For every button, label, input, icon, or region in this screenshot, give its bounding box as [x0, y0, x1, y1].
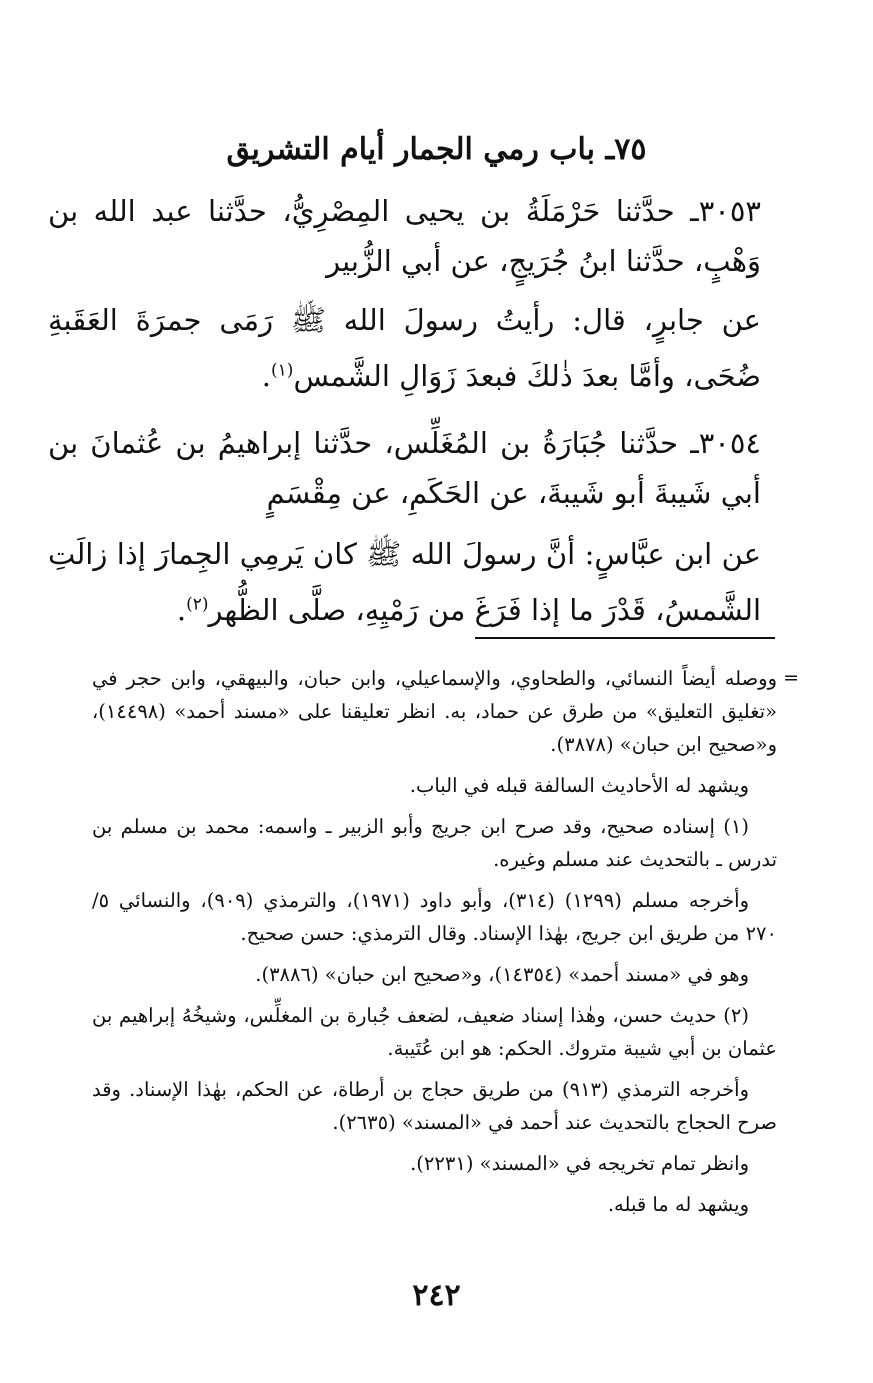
isnad-text: ٣٠٥٣ـ حدَّثنا حَرْمَلَةُ بن يحيى المِصْرِيُّ، حدَّثنا عبد الله بن وَهْبٍ، حدَّثنا ابنُ جُرَيجٍ، عن أبي الزُّبير [48, 194, 761, 278]
matn-paragraph [48, 292, 761, 404]
matn-text: عن جابرٍ، قال: رأيتُ رسولَ الله ﷺ رَمَى جمرَةَ العَقَبةِ ضُحَى، وأمَّا بعدَ ذٰلكَ فبعدَ زَوَالِ الشَّمس [48, 303, 761, 393]
hadith-3053-isnad [48, 186, 761, 286]
footnote-paragraph: وانظر تمام تخريجه في «المسند» (٢٢٣١). [410, 1152, 749, 1175]
footnote-paragraph: وهو في «مسند أحمد» (١٤٣٥٤)، و«صحيح ابن حبان» (٣٨٨٦). [255, 963, 749, 986]
hadith-3054-isnad [48, 418, 761, 518]
footnote-1: (١) إسناده صحيح، وقد صرح ابن جريج وأبو الزبير ـ واسمه: محمد بن مسلم بن تدرس ـ بالتحديث عند مسلم وغيره. [92, 815, 777, 871]
continuation-mark: = [783, 667, 799, 689]
isnad-text: ٣٠٥٤ـ حدَّثنا جُبَارَةُ بن المُغَلِّس، حدَّثنا إبراهيمُ بن عُثمانَ بن أبي شَيبةَ أبو شَيبةَ، عن الحَكَمِ، عن مِقْسَمٍ [48, 426, 761, 510]
footnote-paragraph: ويشهد له الأحاديث السالفة قبله في الباب. [409, 774, 749, 797]
matn-paragraph [48, 526, 761, 638]
footnote-paragraph: وأخرجه مسلم (١٢٩٩) (٣١٤)، وأبو داود (١٩٧١)، والترمذي (٩٠٩)، والنسائي ٥/ ٢٧٠ من طريق ابن جريج، بهٰذا الإسناد. وقال الترمذي: حسن صحيح. [92, 889, 777, 945]
footnote-paragraph: وأخرجه الترمذي (٩١٣) من طريق حجاج بن أرطاة، عن الحكم، بهٰذا الإسناد. وقد صرح الحجاج بالتحديث عند أحمد في «المسند» (٢٦٣٥). [92, 1078, 777, 1134]
footnote-ref-1[interactable]: (١) [271, 360, 294, 381]
footnote-paragraph: ووصله أيضاً النسائي، والطحاوي، والإسماعيلي، وابن حبان، والبيهقي، وابن حجر في «تغليق التعليق» من طرق عن حماد، به. انظر تعليقنا على «مسند أحمد» (١٤٤٩٨)، و«صحيح ابن حبان» (٣٨٧٨). [92, 667, 777, 756]
page-number: ٢٤٢ [412, 1278, 461, 1313]
hadith-3054-matn [48, 526, 761, 638]
matn-end: . [261, 359, 272, 393]
footnote-2: (٢) حديث حسن، وهٰذا إسناد ضعيف، لضعف جُبارة بن المغلِّس، وشيخُهُ إبراهيم بن عثمان بن أبي شيبة متروك. الحكم: هو ابن عُتَيبة. [92, 1004, 777, 1060]
hadith-3053-matn [48, 292, 761, 404]
footnote-ref-2[interactable]: (٢) [186, 594, 209, 615]
matn-text: عن ابن عبَّاسٍ: أنَّ رسولَ الله ﷺ كان يَرمِي الجِمارَ إذا زالَتِ الشَّمسُ، قَدْرَ ما إذا فَرَغَ من رَمْيِهِ، صلَّى الظُّهر [48, 537, 761, 627]
matn-end: . [176, 593, 187, 627]
footnotes [92, 662, 799, 1229]
chapter-title: ٧٥ـ باب رمي الجمار أيام التشريق [226, 132, 647, 167]
footnote-paragraph: ويشهد له ما قبله. [607, 1193, 749, 1216]
footnote-divider [475, 637, 775, 639]
